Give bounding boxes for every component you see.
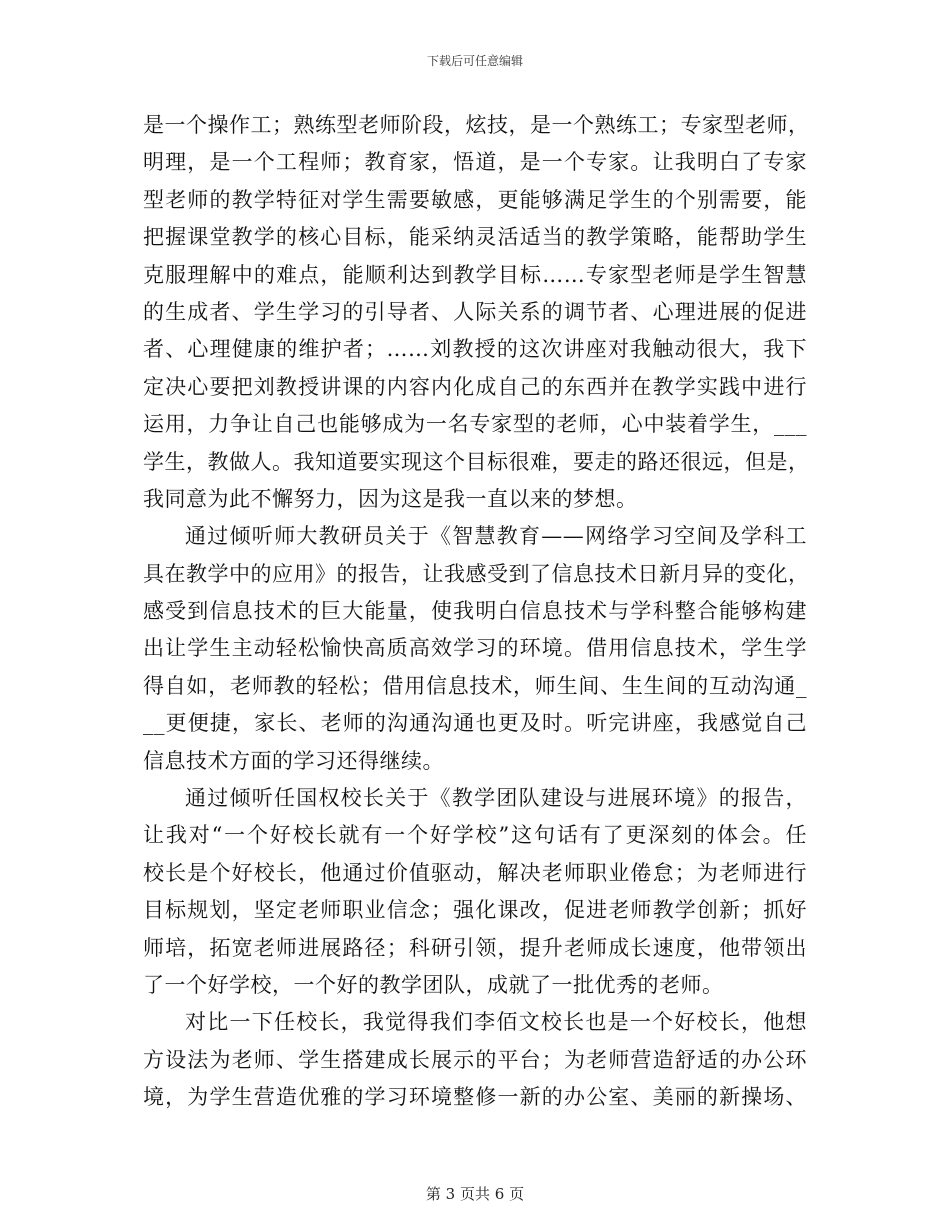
text-line: 了一个好学校，一个好的教学团队，成就了一批优秀的老师。: [143, 972, 724, 997]
text-line: 把握课堂教学的核心目标，能采纳灵活适当的教学策略，能帮助学生: [143, 225, 807, 250]
page-number-footer: 第 3 页共 6 页: [425, 1185, 525, 1203]
text-line: 得自如，老师教的轻松；借用信息技术，师生间、生生间的互动沟通_: [143, 673, 807, 698]
text-line: 出让学生主动轻松愉快高质高效学习的环境。借用信息技术，学生学: [143, 636, 807, 661]
text-line: 让我对“一个好校长就有一个好学校”这句话有了更深刻的体会。任: [143, 823, 807, 848]
text-line: 境，为学生营造优雅的学习环境整修一新的办公室、美丽的新操场、: [143, 1085, 807, 1110]
text-line: 目标规划，坚定老师职业信念；强化课改，促进老师教学创新；抓好: [143, 898, 807, 923]
text-line: 运用，力争让自己也能够成为一名专家型的老师，心中装着学生，___: [143, 412, 807, 437]
text-line: 我同意为此不懈努力，因为这是我一直以来的梦想。: [143, 486, 638, 511]
text-line: 具在教学中的应用》的报告，让我感受到了信息技术日新月异的变化，: [143, 561, 810, 586]
paragraph-first-line: 通过倾听任国权校长关于《教学团队建设与进展环境》的报告，: [185, 786, 807, 811]
text-line: 型老师的教学特征对学生需要敏感，更能够满足学生的个别需要，能: [143, 187, 807, 212]
text-line: 是一个操作工；熟练型老师阶段，炫技，是一个熟练工；专家型老师，: [143, 113, 810, 137]
paragraph-first-line: 通过倾听师大教研员关于《智慧教育——网络学习空间及学科工: [185, 524, 807, 549]
text-line: 者、心理健康的维护者；……刘教授的这次讲座对我触动很大，我下: [143, 337, 807, 362]
text-line: 信息技术方面的学习还得继续。: [143, 748, 444, 773]
text-line: 明理，是一个工程师；教育家，悟道，是一个专家。让我明白了专家: [143, 150, 807, 175]
text-line: __更便捷，家长、老师的沟通沟通也更及时。听完讲座，我感觉自己: [143, 711, 807, 736]
text-line: 感受到信息技术的巨大能量，使我明白信息技术与学科整合能够构建: [143, 599, 807, 624]
paragraph-first-line: 对比一下任校长，我觉得我们李佰文校长也是一个好校长，他想: [185, 1010, 807, 1035]
text-line: 定决心要把刘教授讲课的内容内化成自己的东西并在教学实践中进行: [143, 374, 807, 399]
text-line: 的生成者、学生学习的引导者、人际关系的调节者、心理进展的促进: [143, 299, 807, 324]
text-line: 方设法为老师、学生搭建成长展示的平台；为老师营造舒适的办公环: [143, 1047, 807, 1072]
page-header: 下载后可任意编辑: [426, 54, 523, 68]
text-line: 克服理解中的难点，能顺利达到教学目标……专家型老师是学生智慧: [143, 262, 807, 287]
text-line: 校长是个好校长，他通过价值驱动，解决老师职业倦怠；为老师进行: [143, 860, 807, 885]
text-line: 师培，拓宽老师进展路径；科研引领，提升老师成长速度，他带领出: [143, 935, 807, 960]
text-line: 学生，教做人。我知道要实现这个目标很难，要走的路还很远，但是，: [143, 449, 810, 474]
document-body: [143, 107, 810, 1117]
